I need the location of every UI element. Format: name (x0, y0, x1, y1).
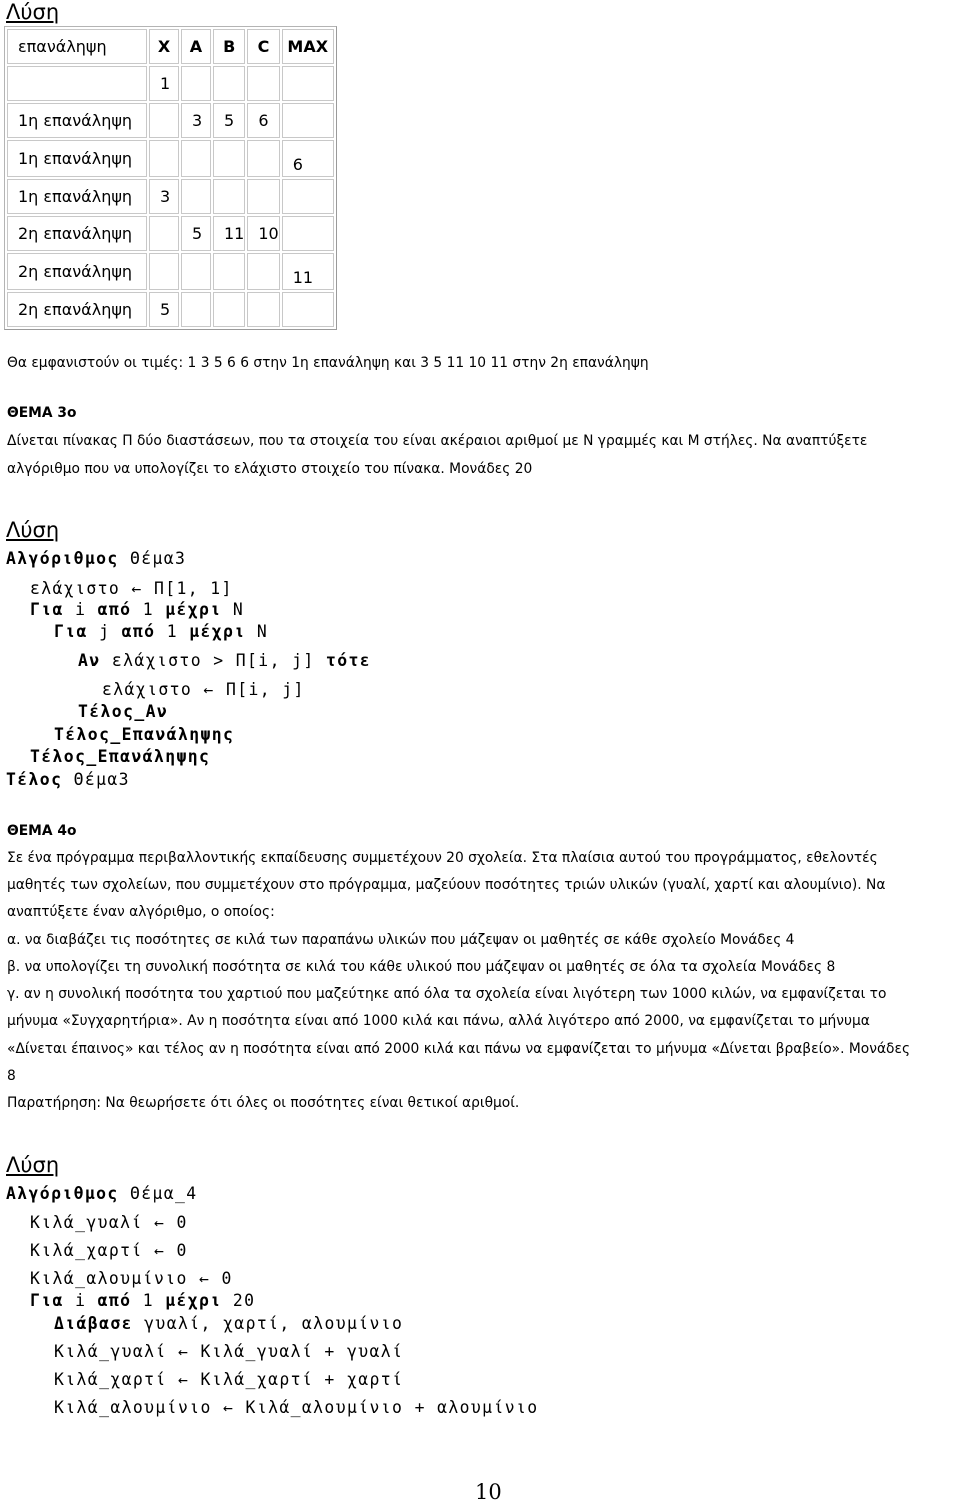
thema4-item-c: «Δίνεται έπαινος» και τέλος αν η ποσότητα είναι από 2000 κιλά και πάνω να εμφανίζεται το μήνυμα «Δίνεται βραβείο». Μονάδες (7, 1041, 911, 1057)
table-cell (181, 292, 211, 327)
table-cell: 10 (247, 216, 279, 251)
thema3-text-line: αλγόριθμο που να υπολογίζει το ελάχιστο στοιχείο του πίνακα. Μονάδες 20 (7, 461, 533, 477)
table-cell: 3 (149, 179, 179, 214)
table-cell: 1 (149, 66, 179, 101)
table-cell: 1η επανάληψη (7, 103, 147, 138)
solution-heading-1: Λύση (6, 0, 60, 24)
code-line: Κιλά_γυαλί ← Κιλά_γυαλί + γυαλί (54, 1342, 404, 1361)
table-row (7, 179, 334, 214)
table-cell (181, 253, 211, 290)
table-cell (149, 103, 179, 138)
table-cell (7, 66, 147, 101)
table-cell (247, 292, 279, 327)
thema4-item-c: 8 (7, 1068, 16, 1084)
table-cell: 11 (213, 216, 245, 251)
code-line: ελάχιστο ← Π[i, j] (102, 680, 305, 699)
thema3-title: ΘΕΜΑ 3ο (7, 405, 77, 421)
table-cell: 5 (149, 292, 179, 327)
code-line: Διάβασε γυαλί, χαρτί, αλουμίνιο (54, 1314, 404, 1333)
code-line: Κιλά_αλουμίνιο ← 0 (30, 1269, 233, 1288)
code-line: Τέλος_Επανάληψης (30, 747, 211, 766)
code-line: Κιλά_χαρτί ← Κιλά_χαρτί + χαρτί (54, 1370, 404, 1389)
thema4-text-line: Σε ένα πρόγραμμα περιβαλλοντικής εκπαίδευσης συμμετέχουν 20 σχολεία. Στα πλαίσια αυτού του προγράμματος, εθελοντές (7, 850, 878, 866)
table-header-row (7, 29, 334, 64)
table-cell (181, 179, 211, 214)
code-line: Αν ελάχιστο > Π[i, j] τότε (78, 651, 371, 670)
table-row (7, 103, 334, 138)
code-line: Για i από 1 μέχρι Ν (30, 600, 245, 619)
table-cell (213, 179, 245, 214)
thema4-text-line: μαθητές των σχολείων, που συμμετέχουν στο πρόγραμμα, μαζεύουν ποσότητες τριών υλικών (γυαλί, χαρτί και αλουμίνιο). Να (7, 877, 886, 893)
table-cell (282, 179, 334, 214)
thema4-item-a: α. να διαβάζει τις ποσότητες σε κιλά των παραπάνω υλικών που μάζεψαν οι μαθητές σε κάθε σχολείο Μονάδες 4 (7, 932, 795, 948)
trace-table (4, 26, 337, 330)
table-cell (149, 140, 179, 177)
table-cell (213, 253, 245, 290)
keyword: Αλγόριθμος (6, 549, 119, 568)
code-line: Για j από 1 μέχρι N (54, 622, 269, 641)
table-cell: 5 (213, 103, 245, 138)
code-line: Αλγόριθμος Θέμα_4 (6, 1184, 198, 1203)
header-cell: C (247, 29, 279, 64)
thema4-text-line: αναπτύξετε έναν αλγόριθμο, ο οποίος: (7, 904, 275, 920)
code-line: Αλγόριθμος Θέμα3 (6, 549, 187, 568)
thema4-item-c: μήνυμα «Συγχαρητήρια». Αν η ποσότητα είναι από 1000 κιλά και πάνω, αλλά λιγότερο από 2000, να εμφανίζεται το μήνυμα (7, 1013, 870, 1029)
table-cell (149, 253, 179, 290)
code-line: ελάχιστο ← Π[1, 1] (30, 579, 233, 598)
thema4-item-b: β. να υπολογίζει τη συνολική ποσότητα σε κιλά του κάθε υλικού που μάζεψαν οι μαθητές σε όλα τα σχολεία Μονάδες 8 (7, 959, 836, 975)
table-cell (149, 216, 179, 251)
table-cell: 5 (181, 216, 211, 251)
table-cell: 1η επανάληψη (7, 179, 147, 214)
solution-heading-3: Λύση (6, 1153, 60, 1177)
thema4-title: ΘΕΜΑ 4ο (7, 823, 77, 839)
header-cell: επανάληψη (7, 29, 147, 64)
table-cell (213, 66, 245, 101)
code-line: Για i από 1 μέχρι 20 (30, 1291, 256, 1310)
table-row (7, 140, 334, 177)
header-cell: A (181, 29, 211, 64)
table-cell (247, 140, 279, 177)
table-cell (213, 292, 245, 327)
table-cell (247, 179, 279, 214)
table-row (7, 66, 334, 101)
page-number: 10 (475, 1480, 502, 1504)
table-cell: 2η επανάληψη (7, 253, 147, 290)
header-cell: B (213, 29, 245, 64)
code-line: Κιλά_αλουμίνιο ← Κιλά_αλουμίνιο + αλουμίνιο (54, 1398, 539, 1417)
table-cell: 6 (282, 140, 334, 177)
output-note: Θα εμφανιστούν οι τιμές: 1 3 5 6 6 στην 1η επανάληψη και 3 5 11 10 11 στην 2η επανάληψη (7, 355, 649, 371)
table-cell: 3 (181, 103, 211, 138)
table-cell: 1η επανάληψη (7, 140, 147, 177)
code-line: Τέλος_Επανάληψης (54, 725, 235, 744)
code-line: Κιλά_χαρτί ← 0 (30, 1241, 188, 1260)
code-line: Τέλος Θέμα3 (6, 770, 130, 789)
table-cell (282, 66, 334, 101)
thema3-text-line: Δίνεται πίνακας Π δύο διαστάσεων, που τα στοιχεία του είναι ακέραιοι αριθμοί με Ν γραμμές και Μ στήλες. Να αναπτύξετε (7, 433, 868, 449)
table-cell (282, 292, 334, 327)
table-cell: 11 (282, 253, 334, 290)
table-cell (181, 66, 211, 101)
table-cell: 2η επανάληψη (7, 292, 147, 327)
thema4-note: Παρατήρηση: Να θεωρήσετε ότι όλες οι ποσότητες είναι θετικοί αριθμοί. (7, 1095, 520, 1111)
table-row (7, 253, 334, 290)
table-cell (282, 216, 334, 251)
code-line: Κιλά_γυαλί ← 0 (30, 1213, 188, 1232)
table-row (7, 216, 334, 251)
table-cell: 6 (247, 103, 279, 138)
solution-heading-2: Λύση (6, 518, 60, 542)
header-cell: X (149, 29, 179, 64)
table-cell: 2η επανάληψη (7, 216, 147, 251)
table-row (7, 292, 334, 327)
code-line: Τέλος_Αν (78, 702, 169, 721)
table-cell (213, 140, 245, 177)
table-cell (282, 103, 334, 138)
table-cell (247, 253, 279, 290)
header-cell: MAX (282, 29, 334, 64)
thema4-item-c: γ. αν η συνολική ποσότητα του χαρτιού που μαζεύτηκε από όλα τα σχολεία είναι λιγότερη των 1000 κιλών, να εμφανίζεται το (7, 986, 887, 1002)
table-cell (181, 140, 211, 177)
table-cell (247, 66, 279, 101)
